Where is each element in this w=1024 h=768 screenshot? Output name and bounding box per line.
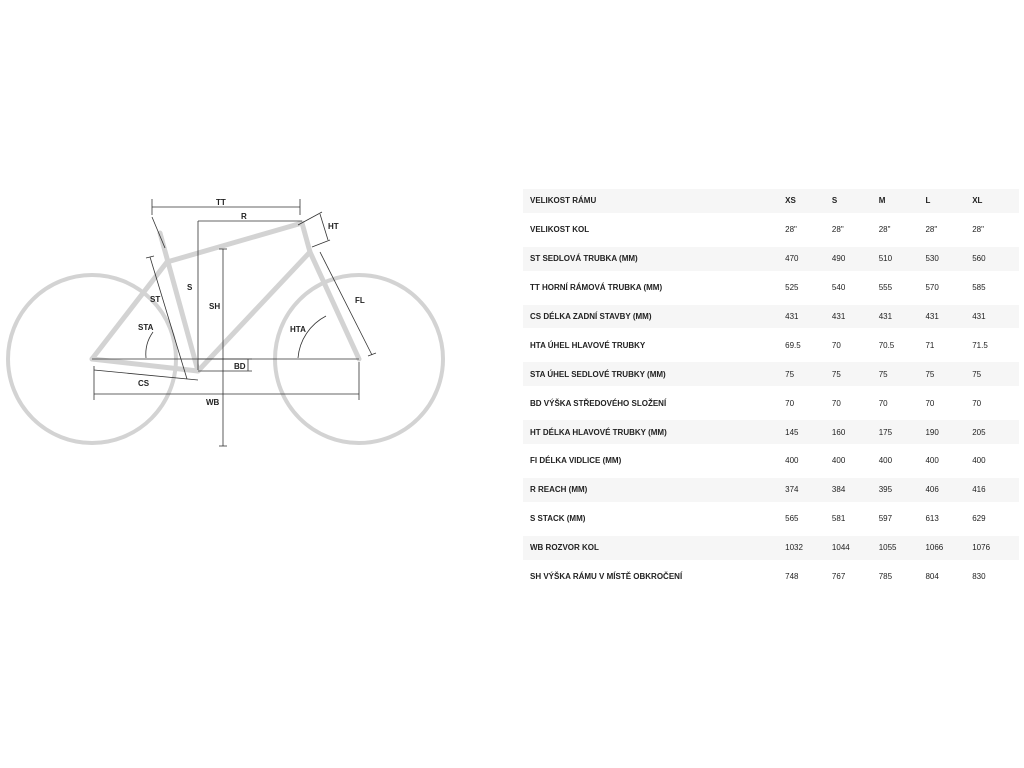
row-value: 75 xyxy=(972,362,1019,386)
row-label: HT DÉLKA HLAVOVÉ TRUBKY (MM) xyxy=(523,420,785,444)
row-value: 28" xyxy=(878,225,891,235)
table-row xyxy=(523,536,1019,560)
row-value: 510 xyxy=(879,247,926,271)
row-value: 400 xyxy=(831,456,846,466)
row-value: 70 xyxy=(831,398,841,408)
row-value: 75 xyxy=(879,362,926,386)
geometry-table-body xyxy=(523,189,1019,588)
table-row xyxy=(523,507,1019,531)
label-hta: HTA xyxy=(290,325,306,334)
row-value: 175 xyxy=(879,420,926,444)
table-row xyxy=(523,218,1019,242)
table-row xyxy=(523,333,1019,357)
row-value: 374 xyxy=(785,478,832,502)
row-value: 1066 xyxy=(925,536,972,560)
row-value: 395 xyxy=(879,478,926,502)
row-value: 560 xyxy=(972,247,1019,271)
row-value: 431 xyxy=(832,305,879,329)
label-fl: FL xyxy=(355,296,365,305)
row-value: 70 xyxy=(925,398,935,408)
top-tube xyxy=(167,223,302,262)
row-value: 160 xyxy=(832,420,879,444)
label-cs: CS xyxy=(138,379,150,388)
row-value: 71 xyxy=(925,340,935,350)
row-label: R REACH (MM) xyxy=(523,478,785,502)
fork xyxy=(310,252,359,359)
row-value: 400 xyxy=(785,456,799,466)
label-bd: BD xyxy=(234,362,246,371)
row-value: 384 xyxy=(832,478,879,502)
row-label: STA ÚHEL SEDLOVÉ TRUBKY (MM) xyxy=(523,362,785,386)
row-value: 525 xyxy=(785,283,799,293)
table-row xyxy=(523,449,1019,473)
row-value: 785 xyxy=(878,572,893,582)
row-value: 804 xyxy=(925,572,939,582)
bike-geometry-diagram xyxy=(0,0,470,470)
down-tube xyxy=(198,252,310,371)
row-label: ST SEDLOVÁ TRUBKA (MM) xyxy=(523,247,785,271)
row-value: 431 xyxy=(879,305,926,329)
row-label: WB ROZVOR KOL xyxy=(523,536,785,560)
row-label: CS DÉLKA ZADNÍ STAVBY (MM) xyxy=(523,305,785,329)
row-value: 585 xyxy=(972,283,986,293)
head-tube xyxy=(302,223,310,252)
row-value: 767 xyxy=(831,572,846,582)
label-s: S xyxy=(187,283,193,292)
row-value: 28" xyxy=(925,225,938,235)
label-sh: SH xyxy=(209,302,221,311)
geometry-table xyxy=(523,184,1019,593)
table-row xyxy=(523,391,1019,415)
row-value: 431 xyxy=(925,305,972,329)
row-value: 71.5 xyxy=(972,340,988,350)
row-label: TT HORNÍ RÁMOVÁ TRUBKA (MM) xyxy=(530,283,663,293)
row-value: 75 xyxy=(832,362,879,386)
row-value: 205 xyxy=(972,420,1019,444)
header-size-xs: XS xyxy=(785,189,832,213)
chain-stay xyxy=(92,359,198,371)
row-label: FI DÉLKA VIDLICE (MM) xyxy=(530,456,622,466)
row-value: 145 xyxy=(785,420,832,444)
label-wb: WB xyxy=(206,398,220,407)
row-value: 70 xyxy=(831,340,841,350)
row-value: 629 xyxy=(972,514,986,524)
label-tt: TT xyxy=(216,198,226,207)
label-r: R xyxy=(241,212,247,221)
label-st: ST xyxy=(150,295,161,304)
row-value: 69.5 xyxy=(785,340,801,350)
row-value: 490 xyxy=(832,247,879,271)
label-sta: STA xyxy=(138,323,154,332)
row-value: 748 xyxy=(785,572,799,582)
table-row xyxy=(523,247,1019,271)
header-size-l: L xyxy=(925,189,972,213)
row-value: 70 xyxy=(878,398,888,408)
row-value: 1032 xyxy=(785,536,832,560)
row-value: 597 xyxy=(878,514,893,524)
row-label: S STACK (MM) xyxy=(530,514,586,524)
row-value: 431 xyxy=(972,305,1019,329)
row-value: 75 xyxy=(785,362,832,386)
row-value: 28" xyxy=(785,225,797,235)
row-value: 530 xyxy=(925,247,972,271)
row-label: VELIKOST KOL xyxy=(530,225,590,235)
header-size-xl: XL xyxy=(972,189,1019,213)
header-size-s: S xyxy=(832,189,879,213)
row-value: 400 xyxy=(925,456,939,466)
row-label: BD VÝŠKA STŘEDOVÉHO SLOŽENÍ xyxy=(530,398,667,408)
row-value: 70.5 xyxy=(878,340,895,350)
row-value: 400 xyxy=(878,456,893,466)
dimension-lines xyxy=(92,199,376,446)
header-size-m: M xyxy=(879,189,926,213)
row-value: 431 xyxy=(785,305,832,329)
table-row xyxy=(523,276,1019,300)
table-header-row xyxy=(523,189,1019,213)
row-value: 581 xyxy=(831,514,846,524)
header-label: VELIKOST RÁMU xyxy=(523,189,785,213)
frame xyxy=(92,223,359,371)
row-value: 70 xyxy=(785,398,795,408)
row-value: 190 xyxy=(925,420,972,444)
label-ht: HT xyxy=(328,222,339,231)
row-value: 470 xyxy=(785,247,832,271)
row-value: 416 xyxy=(972,478,1019,502)
row-value: 406 xyxy=(925,478,972,502)
table-row xyxy=(523,420,1019,444)
row-label: SH VÝŠKA RÁMU V MÍSTĚ OBKROČENÍ xyxy=(530,572,683,582)
table-row xyxy=(523,362,1019,386)
row-value: 555 xyxy=(878,283,893,293)
row-value: 75 xyxy=(925,362,972,386)
row-value: 830 xyxy=(972,572,986,582)
row-value: 613 xyxy=(925,514,939,524)
row-value: 28" xyxy=(831,225,844,235)
table-row xyxy=(523,565,1019,589)
row-value: 1044 xyxy=(832,536,879,560)
row-label: HTA ÚHEL HLAVOVÉ TRUBKY xyxy=(530,340,646,350)
row-value: 1076 xyxy=(972,536,1019,560)
row-value: 400 xyxy=(972,456,986,466)
table-row xyxy=(523,478,1019,502)
table-row xyxy=(523,305,1019,329)
row-value: 565 xyxy=(785,514,799,524)
row-value: 570 xyxy=(925,283,939,293)
row-value: 28" xyxy=(972,225,984,235)
row-value: 70 xyxy=(972,398,982,408)
row-value: 540 xyxy=(831,283,846,293)
row-value: 1055 xyxy=(879,536,926,560)
